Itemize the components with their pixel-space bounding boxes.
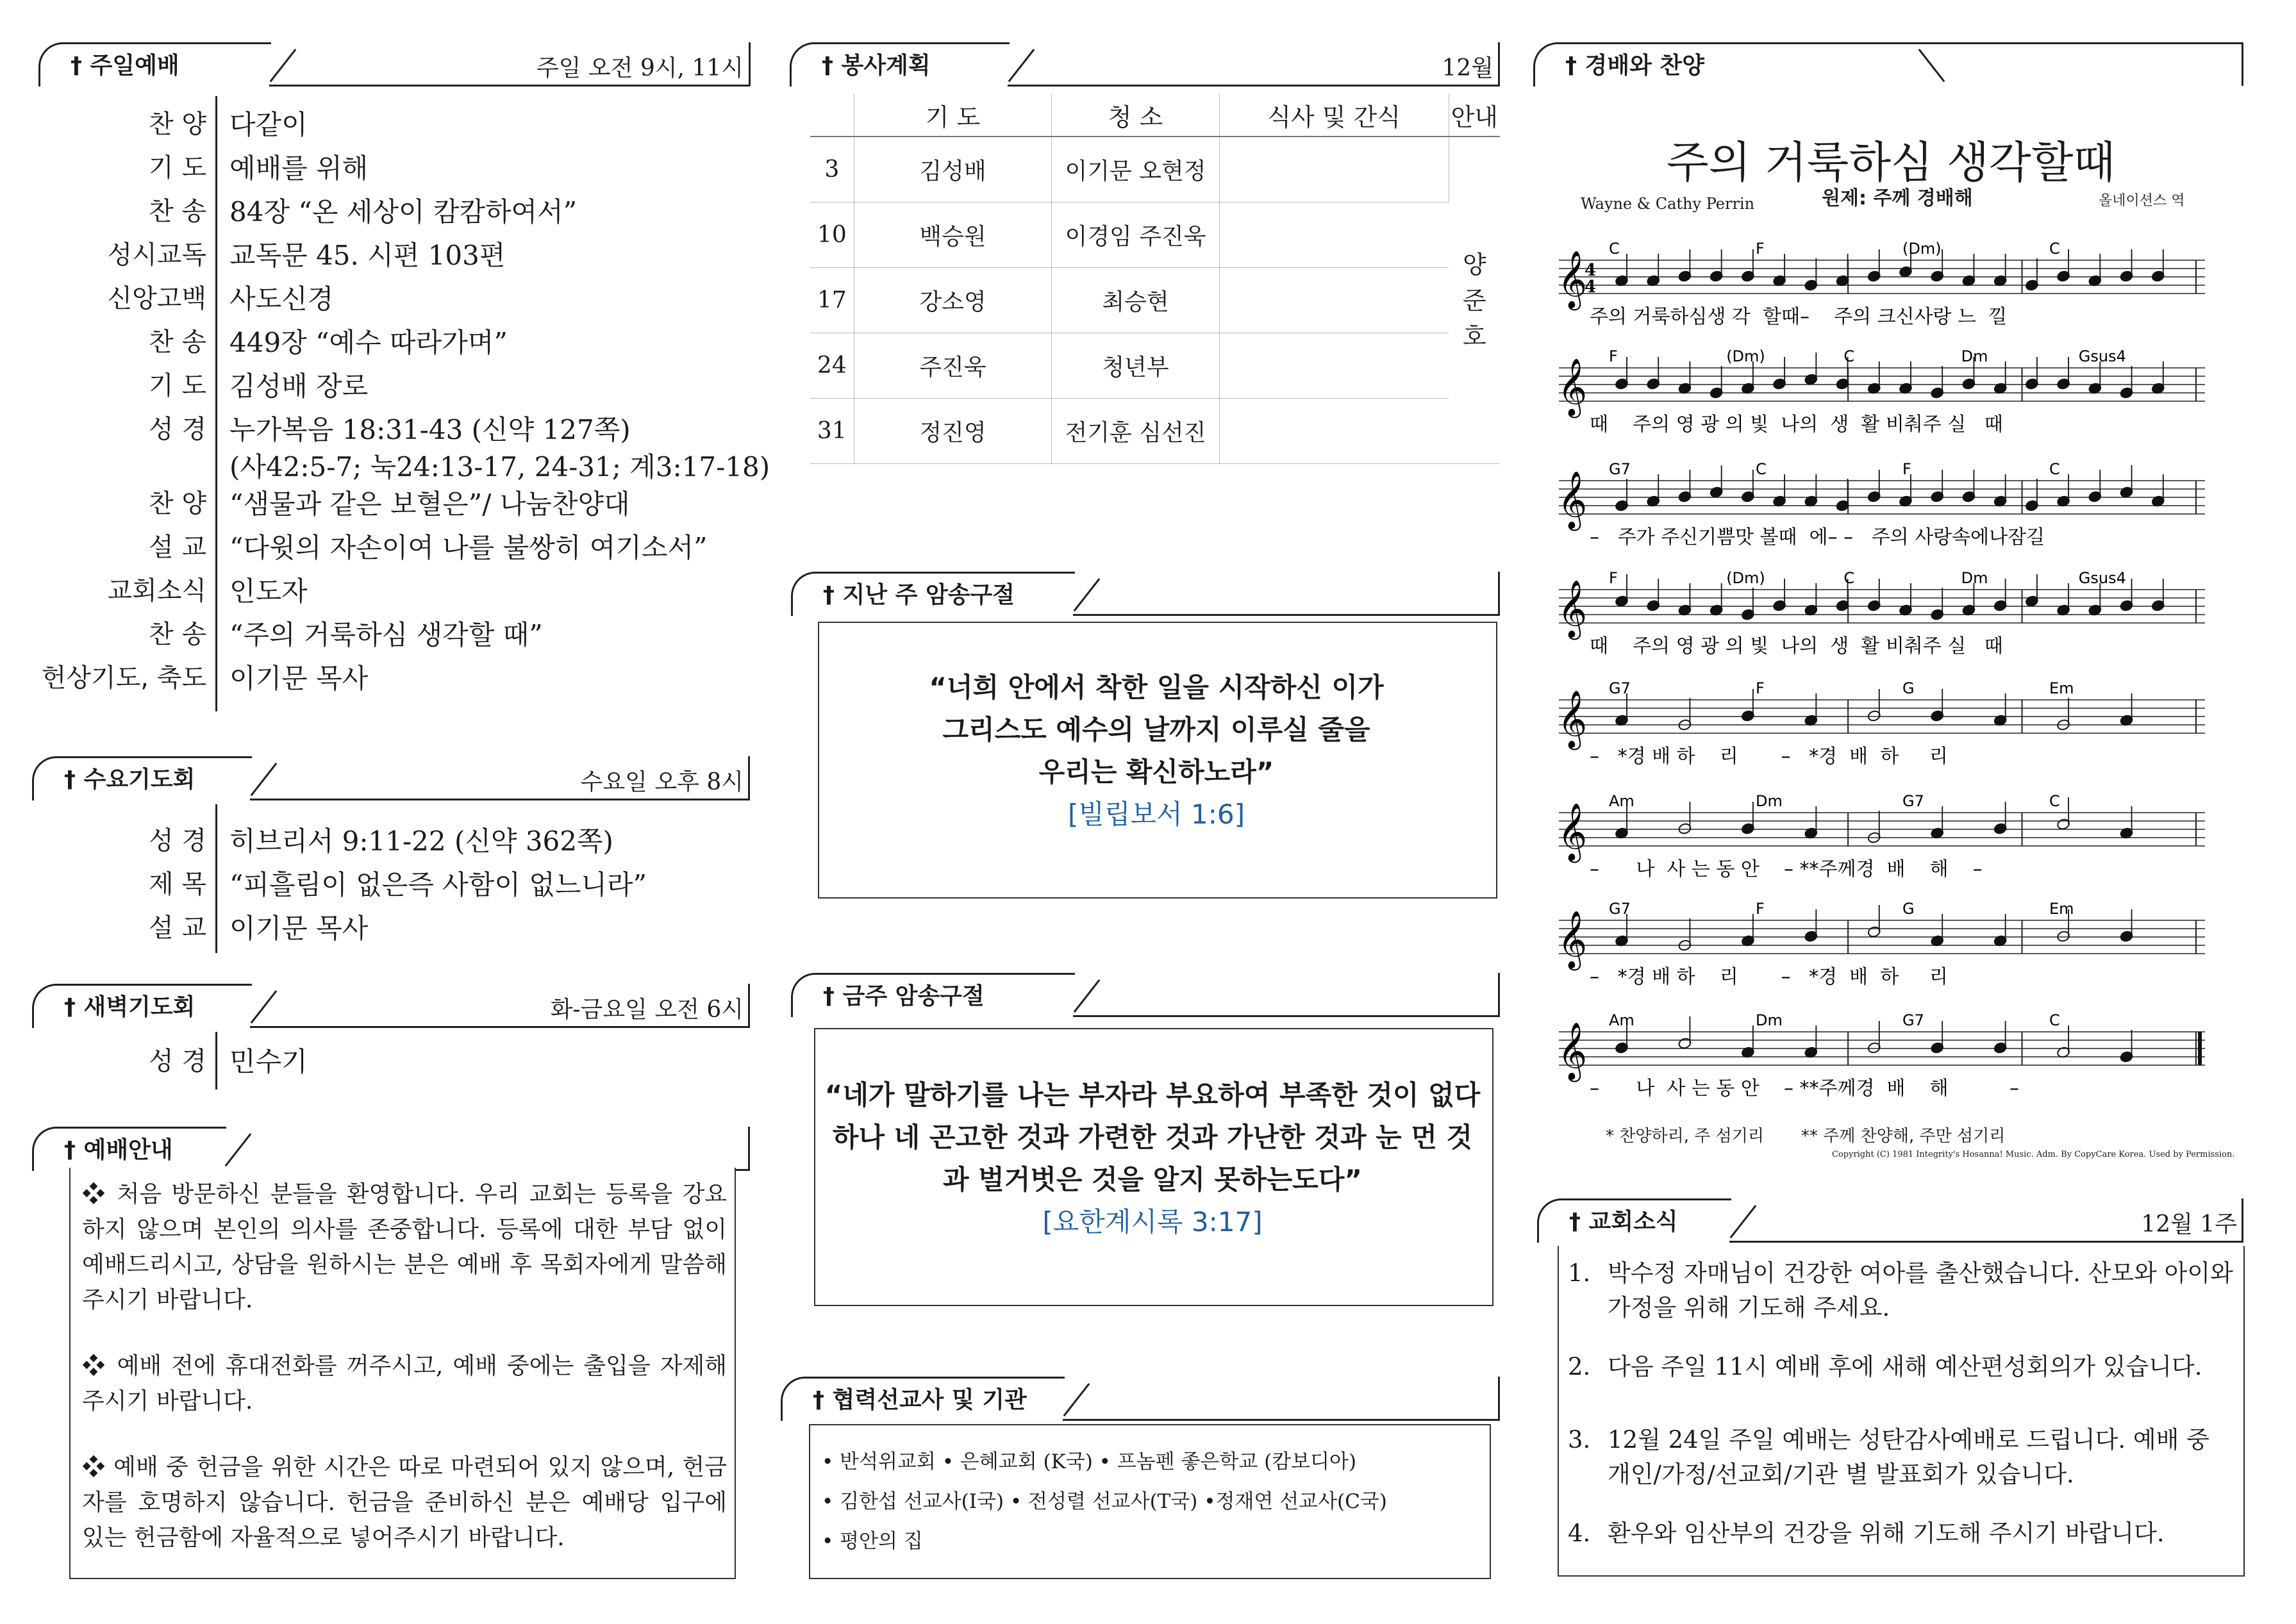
lyric-line: 주의 거룩하심생 각 할때– 주의 크신사랑 느 낄 <box>1590 306 2008 328</box>
cross-icon: † <box>1565 53 1585 79</box>
news-item-text: 환우와 임산부의 건강을 위해 기도해 주시기 바랍니다. <box>1608 1520 2165 1547</box>
table-row <box>810 399 1500 464</box>
cell-day: 31 <box>810 399 854 464</box>
chord-symbol: C <box>2049 240 2060 258</box>
news-header <box>1537 1198 2243 1243</box>
chord-symbol: C <box>2049 792 2060 810</box>
news-item-text: 다음 주일 11시 예배 후에 새해 예산편성회의가 있습니다. <box>1608 1353 2202 1380</box>
chord-symbol: (Dm) <box>1726 347 1765 365</box>
chord-symbol: F <box>1756 240 1765 258</box>
table-row <box>810 268 1500 333</box>
order-row <box>0 905 744 949</box>
time-signature: 4 <box>1585 261 1597 280</box>
chord-symbol: G7 <box>1902 792 1924 810</box>
sunday-order <box>0 101 770 699</box>
chord-symbol: C <box>1843 347 1855 365</box>
order-label: 기 도 <box>149 153 206 183</box>
lyric-line: 때 주의 영 광 의 빛 나의 생 활 비춰주 실 때 <box>1590 413 2003 436</box>
guide-name-char: 호 <box>1462 322 1486 351</box>
order-label: 성 경 <box>149 415 206 444</box>
guide-paragraph-1: ❖ 처음 방문하신 분들을 환영합니다. 우리 교회는 등록을 강요하지 않으며 본인의 의사를 존중합니다. 등록에 대한 부담 없이 예배드리시고, 상담을 원하시는 분은 예배 후 목회자에게 말씀해 주시기 바랍니다. <box>82 1181 727 1313</box>
order-label: 성 경 <box>149 826 206 856</box>
cell-meal <box>1219 137 1449 203</box>
verse-line: “네가 말하기를 나는 부자라 부요하여 부족한 것이 없다 <box>824 1079 1481 1111</box>
sunday-title: † 주일예배 <box>71 53 179 79</box>
chord-symbol: F <box>1609 347 1618 365</box>
cell-day: 3 <box>810 137 854 203</box>
chord-symbol: Dm <box>1756 792 1783 810</box>
cell-cleaning: 최승현 <box>1052 268 1219 333</box>
sunday-header <box>38 42 750 87</box>
order-label: 찬 송 <box>149 327 206 357</box>
order-label: 신앙고백 <box>107 284 206 313</box>
cell-prayer: 강소영 <box>854 268 1052 333</box>
cell-day: 10 <box>810 203 854 268</box>
treble-clef-icon: 𝄞 <box>1558 803 1588 861</box>
news-item-text: 박수정 자매님이 건강한 여아를 출산했습니다. 산모와 아이와 가정을 위해 기도해 주세요. <box>1608 1259 2233 1322</box>
col-day <box>810 94 854 137</box>
cross-icon: † <box>64 1137 84 1163</box>
order-value: 이기문 목사 <box>229 913 369 944</box>
treble-clef-icon: 𝄞 <box>1558 580 1588 638</box>
order-row <box>0 611 744 655</box>
treble-clef-icon: 𝄞 <box>1558 251 1588 308</box>
treble-clef-icon: 𝄞 <box>1558 690 1588 748</box>
treble-clef-icon: 𝄞 <box>1558 358 1588 416</box>
treble-clef-icon: 𝄞 <box>1558 1022 1588 1080</box>
chord-symbol: (Dm) <box>1902 240 1942 258</box>
this-verse-header <box>791 973 1500 1018</box>
guide-name-char: 양 <box>1462 250 1486 279</box>
cell-meal <box>1219 399 1449 464</box>
last-verse-header <box>791 572 1500 617</box>
cross-icon: † <box>71 53 90 79</box>
dawn-time: 화-금요일 오전 6시 <box>550 997 744 1023</box>
order-label: 설 교 <box>149 533 206 562</box>
order-row <box>0 319 744 363</box>
order-row <box>0 655 744 699</box>
order-row <box>0 232 744 276</box>
song-copyright: Copyright (C) 1981 Integrity's Hosanna! Music. Adm. By CopyCare Korea. Used by Permission. <box>1832 1150 2235 1159</box>
order-row <box>0 276 744 319</box>
order-value: (사42:5-7; 눅24:13-17, 24-31; 계3:17-18) <box>229 451 770 483</box>
song-author: Wayne & Cathy Perrin <box>1581 195 1755 213</box>
missionary-line: • 평안의 집 <box>822 1530 923 1553</box>
cell-cleaning: 전기훈 심선진 <box>1052 399 1219 464</box>
guide-title: † 예배안내 <box>64 1137 173 1163</box>
service-month: 12월 <box>1442 55 1493 81</box>
col-cleaning: 청 소 <box>1052 94 1219 137</box>
guide-paragraph-2: ❖ 예배 전에 휴대전화를 꺼주시고, 예배 중에는 출입을 자제해 주시기 바랍니다. <box>82 1353 727 1414</box>
chord-symbol: C <box>1756 460 1767 478</box>
table-row <box>810 333 1500 399</box>
chord-symbol: Dm <box>1961 569 1988 587</box>
table-row <box>810 203 1500 268</box>
lyric-line: 때 주의 영 광 의 빛 나의 생 활 비춰주 실 때 <box>1590 635 2003 658</box>
chord-symbol: Gsus4 <box>2078 347 2126 365</box>
cross-icon: † <box>823 582 843 608</box>
cell-prayer: 김성배 <box>854 137 1052 203</box>
order-label: 찬 송 <box>149 620 206 649</box>
news-week: 12월 1주 <box>2141 1211 2237 1238</box>
verse-reference: [요한계시록 3:17] <box>1042 1206 1263 1238</box>
cell-day: 17 <box>810 268 854 333</box>
news-item-number: 2. <box>1568 1353 1591 1380</box>
order-label: 교회소식 <box>107 576 206 606</box>
chord-symbol: C <box>2049 460 2060 478</box>
verse-line: 우리는 확신하노라” <box>1038 756 1274 788</box>
dawn-title: † 새벽기도회 <box>64 994 195 1020</box>
verse-line: “너희 안에서 착한 일을 시작하신 이가 <box>929 672 1384 703</box>
cell-prayer: 주진욱 <box>854 333 1052 399</box>
lyric-line: – *경 배 하 리 – *경 배 하 리 <box>1590 966 1948 988</box>
cell-day: 24 <box>810 333 854 399</box>
song-subtitle: 원제: 주께 경배해 <box>1822 187 1973 210</box>
service-table-header <box>810 94 1500 137</box>
cell-meal <box>1219 268 1449 333</box>
chord-symbol: Am <box>1609 1011 1635 1029</box>
cross-icon: † <box>64 766 84 793</box>
verse-line: 과 벌거벗은 것을 알지 못하는도다” <box>942 1164 1363 1195</box>
order-row <box>0 101 744 145</box>
missionary-line: • 반석위교회 • 은혜교회 (K국) • 프놈펜 좋은학교 (캄보디아) <box>822 1450 1357 1473</box>
order-value: 84장 “온 세상이 캄캄하여서” <box>229 196 578 228</box>
worship-song-title: † 경배와 찬양 <box>1565 53 1704 79</box>
order-label: 제 목 <box>149 870 206 899</box>
missionary-line: • 김한섭 선교사(I국) • 전성렬 선교사(T국) •정재연 선교사(C국) <box>822 1490 1387 1513</box>
chord-symbol: G <box>1902 900 1915 918</box>
treble-clef-icon: 𝄞 <box>1558 471 1588 529</box>
lyric-line: – 나 사 는 동 안 – **주께경 배 해 – <box>1590 858 1983 881</box>
order-row <box>0 524 744 568</box>
cell-guide <box>1449 137 1500 464</box>
order-value: 민수기 <box>229 1046 308 1077</box>
order-label: 헌상기도, 축도 <box>41 663 206 693</box>
col-prayer: 기 도 <box>854 94 1052 137</box>
chord-symbol: C <box>2049 1011 2060 1029</box>
order-value: 히브리서 9:11-22 (신약 362쪽) <box>229 825 613 857</box>
chord-symbol: G7 <box>1609 679 1631 697</box>
order-label: 찬 양 <box>149 110 206 139</box>
dawn-header <box>32 984 750 1029</box>
verse-line: 하나 네 곤고한 것과 가련한 것과 가난한 것과 눈 먼 것 <box>832 1122 1473 1153</box>
news-item-number: 3. <box>1568 1426 1591 1454</box>
song-footnote: * 찬양하리, 주 섬기리 ** 주께 찬양해, 주만 섬기리 <box>1606 1127 2006 1146</box>
order-value: 김성배 장로 <box>229 370 369 402</box>
verse-reference: [빌립보서 1:6] <box>1067 799 1245 830</box>
cross-icon: † <box>1569 1209 1589 1235</box>
table-row <box>810 137 1500 203</box>
order-row <box>0 568 744 611</box>
order-value: 교독문 45. 시편 103편 <box>229 240 506 271</box>
chord-symbol: G7 <box>1902 1011 1924 1029</box>
song-title: 주의 거룩하심 생각할때 <box>1667 138 2116 188</box>
cell-cleaning: 이경임 주진욱 <box>1052 203 1219 268</box>
chord-symbol: F <box>1756 900 1765 918</box>
missionary-header <box>781 1377 1500 1421</box>
cell-cleaning: 이기문 오현정 <box>1052 137 1219 203</box>
service-table <box>810 94 1500 464</box>
cross-icon: † <box>813 1387 833 1413</box>
cell-cleaning: 청년부 <box>1052 333 1219 399</box>
order-value: “주의 거룩하심 생각할 때” <box>229 619 543 650</box>
wednesday-header <box>32 756 750 801</box>
song-translator: 올네이션스 역 <box>2099 193 2185 209</box>
order-value: 누가복음 18:31-43 (신약 127쪽) <box>229 414 631 445</box>
cross-icon: † <box>822 53 842 79</box>
order-value: 사도신경 <box>229 283 334 315</box>
worship-song-header <box>1533 42 2243 87</box>
last-verse-text <box>818 667 1495 836</box>
this-verse-title: † 금주 암송구절 <box>823 983 985 1009</box>
cell-prayer: 백승원 <box>854 203 1052 268</box>
order-value: 예배를 위해 <box>229 153 369 184</box>
this-verse-text <box>814 1074 1491 1243</box>
last-verse-title: † 지난 주 암송구절 <box>823 582 1015 608</box>
chord-symbol: G7 <box>1609 900 1631 918</box>
order-value: 다같이 <box>229 109 308 140</box>
news-item-number: 4. <box>1568 1520 1591 1547</box>
order-value: “샘물과 같은 보혈은”/ 나눔찬양대 <box>229 488 630 520</box>
chord-symbol: G <box>1902 679 1915 697</box>
order-row <box>0 145 744 188</box>
order-value: “다윗의 자손이여 나를 불쌍히 여기소서” <box>229 532 708 563</box>
order-row <box>0 818 744 861</box>
missionary-title: † 협력선교사 및 기관 <box>813 1387 1027 1413</box>
chord-symbol: C <box>1843 569 1855 587</box>
news-title: † 교회소식 <box>1569 1209 1678 1235</box>
order-row <box>0 1038 744 1082</box>
lyric-line: – *경 배 하 리 – *경 배 하 리 <box>1590 745 1948 768</box>
verse-line: 그리스도 예수의 날까지 이루실 줄을 <box>942 714 1370 745</box>
order-label: 찬 양 <box>149 489 206 518</box>
treble-clef-icon: 𝄞 <box>1558 911 1588 968</box>
chord-symbol: C <box>1609 240 1620 258</box>
news-item-text: 12월 24일 주일 예배는 성탄감사예배로 드립니다. 예배 중 개인/가정/선교회/기관 별 발표회가 있습니다. <box>1608 1426 2209 1488</box>
order-value: “피흘림이 없은즉 사함이 없느니라” <box>229 869 647 900</box>
col-meal: 식사 및 간식 <box>1219 94 1449 137</box>
chord-symbol: F <box>1609 569 1618 587</box>
guide-header <box>32 1127 750 1172</box>
order-value: 이기문 목사 <box>229 663 369 694</box>
cross-icon: † <box>64 994 84 1020</box>
col-guide: 안내 <box>1449 94 1500 137</box>
wednesday-title: † 수요기도회 <box>64 766 195 793</box>
sheet-music <box>1551 211 2215 1160</box>
time-signature: 4 <box>1585 278 1597 297</box>
chord-symbol: F <box>1902 460 1911 478</box>
order-label: 찬 송 <box>149 197 206 226</box>
order-label: 설 교 <box>149 913 206 943</box>
lyric-line: – 나 사 는 동 안 – **주께경 배 해 – <box>1590 1077 2019 1100</box>
chord-symbol: G7 <box>1609 460 1631 478</box>
chord-symbol: Am <box>1609 792 1635 810</box>
lyric-line: – 주가 주신기쁨맛 볼때 에– – 주의 사랑속에나잠길 <box>1590 526 2045 549</box>
order-row <box>0 443 770 483</box>
order-label: 성시교독 <box>107 240 206 270</box>
news-item-number: 1. <box>1568 1259 1591 1287</box>
order-row <box>0 861 744 905</box>
order-value: 인도자 <box>229 576 308 607</box>
cell-meal <box>1219 333 1449 399</box>
sunday-time: 주일 오전 9시, 11시 <box>536 55 744 81</box>
wednesday-time: 수요일 오후 8시 <box>580 769 744 795</box>
chord-symbol: Dm <box>1961 347 1988 365</box>
cell-prayer: 정진영 <box>854 399 1052 464</box>
cross-icon: † <box>823 983 843 1009</box>
chord-symbol: Em <box>2049 900 2074 918</box>
chord-symbol: Em <box>2049 679 2074 697</box>
order-label: 기 도 <box>149 371 206 401</box>
wednesday-order <box>0 818 744 949</box>
chord-symbol: Dm <box>1756 1011 1783 1029</box>
order-row <box>0 481 744 524</box>
order-row <box>0 188 744 232</box>
order-label: 성 경 <box>149 1047 206 1076</box>
guide-paragraph-3: ❖ 예배 중 헌금을 위한 시간은 따로 마련되어 있지 않으며, 헌금자를 호명하지 않습니다. 헌금을 준비하신 분은 예배당 입구에 있는 헌금함에 자율적으로 넣어주시기 바랍니다. <box>82 1454 727 1551</box>
service-title: † 봉사계획 <box>822 53 931 79</box>
cell-meal <box>1219 203 1449 268</box>
missionary-list <box>822 1442 1482 1561</box>
chord-symbol: Gsus4 <box>2078 569 2126 587</box>
order-row <box>0 363 744 406</box>
service-header <box>790 42 1500 87</box>
order-value: 449장 “예수 따라가며” <box>229 327 508 358</box>
chord-symbol: (Dm) <box>1726 569 1765 587</box>
guide-name-char: 준 <box>1462 286 1486 315</box>
order-row <box>0 406 744 443</box>
dawn-order <box>0 1038 744 1082</box>
chord-symbol: F <box>1756 679 1765 697</box>
